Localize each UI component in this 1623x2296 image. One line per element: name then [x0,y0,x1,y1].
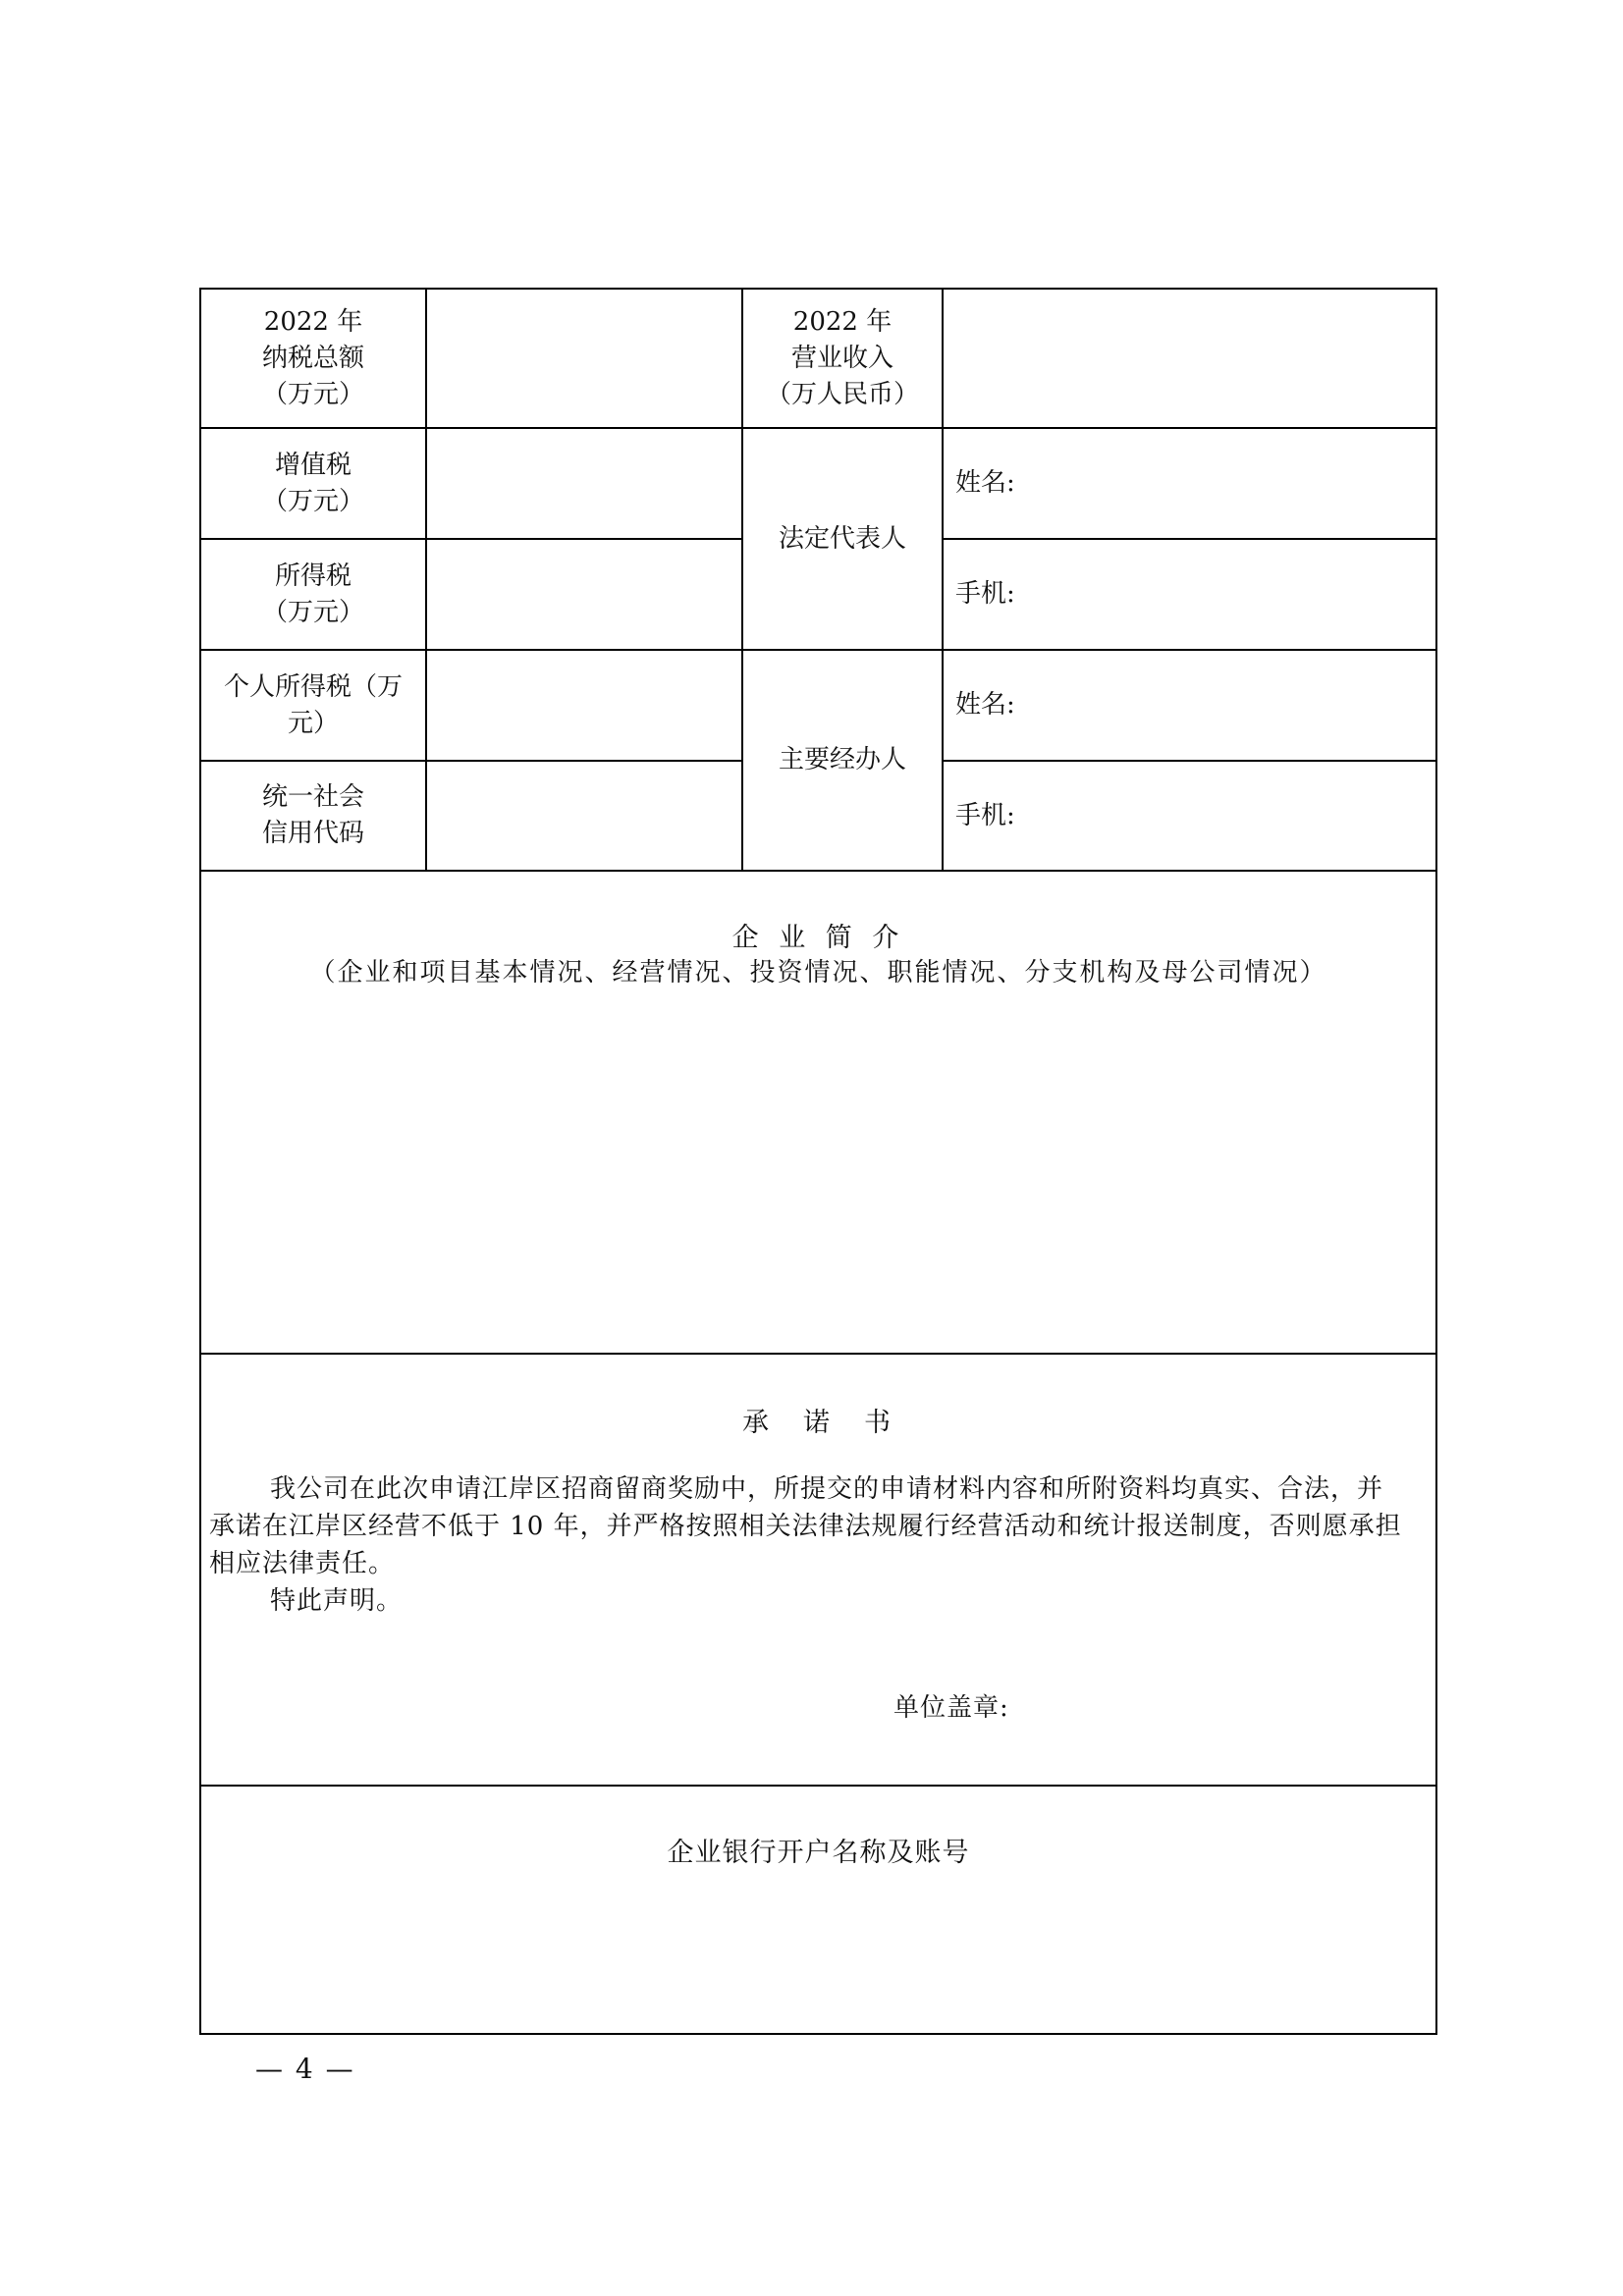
bank-account-section[interactable] [201,1787,1435,2033]
company-intro-section[interactable] [201,872,1435,1353]
name-label: 姓名: [955,468,1015,498]
credit-code-label: 统一社会 信用代码 [261,782,364,848]
table-border-right [1435,288,1437,2035]
main-handler-name-field[interactable] [944,651,1435,760]
personal-tax-value[interactable] [427,651,741,760]
credit-code-value[interactable] [427,762,741,870]
pledge-line: 相应法律责任。 [209,1549,396,1578]
revenue-value[interactable] [944,290,1435,427]
vat-value[interactable] [427,429,741,538]
vat-label: 增值税 （万元） [261,450,364,516]
bank-account-title: 企业银行开户名称及账号 [667,1838,970,1868]
tax-total-label: 2022 年 纳税总额 （万元） [261,306,364,409]
page-number: — 4 — [255,2053,355,2085]
pledge-closing: 特此声明。 [270,1586,404,1616]
name-label: 姓名: [955,690,1015,720]
phone-label: 手机: [955,800,1015,830]
main-handler-phone-field[interactable] [944,762,1435,870]
income-tax-label: 所得税 （万元） [261,561,364,627]
tax-total-value[interactable] [427,290,741,427]
pledge-body [209,1470,1434,1620]
application-form-table [199,288,1437,2035]
main-handler-label: 主要经办人 [778,745,906,774]
pledge-line: 承诺在江岸区经营不低于 10 年，并严格按照相关法律法规履行经营活动和统计报送制度，否则愿承担 [209,1512,1402,1541]
phone-label: 手机: [955,579,1015,609]
pledge-line: 我公司在此次申请江岸区招商留商奖励中，所提交的申请材料内容和所附资料均真实、合法，并 [270,1474,1384,1504]
table-border-bottom [199,2033,1437,2035]
legal-rep-name-field[interactable] [944,429,1435,538]
legal-rep-phone-field[interactable] [944,540,1435,649]
legal-rep-label: 法定代表人 [778,523,906,554]
company-intro-title: 企 业 简 介 [731,923,905,953]
revenue-label: 2022 年 营业收入 （万人民币） [765,306,919,409]
income-tax-value[interactable] [427,540,741,649]
pledge-title: 承 诺 书 [742,1408,894,1438]
seal-label: 单位盖章: [893,1693,1009,1723]
pledge-section [201,1355,1435,1785]
personal-tax-label: 个人所得税（万 元） [223,671,403,738]
company-intro-subtitle: （企业和项目基本情况、经营情况、投资情况、职能情况、分支机构及母公司情况） [309,958,1327,988]
